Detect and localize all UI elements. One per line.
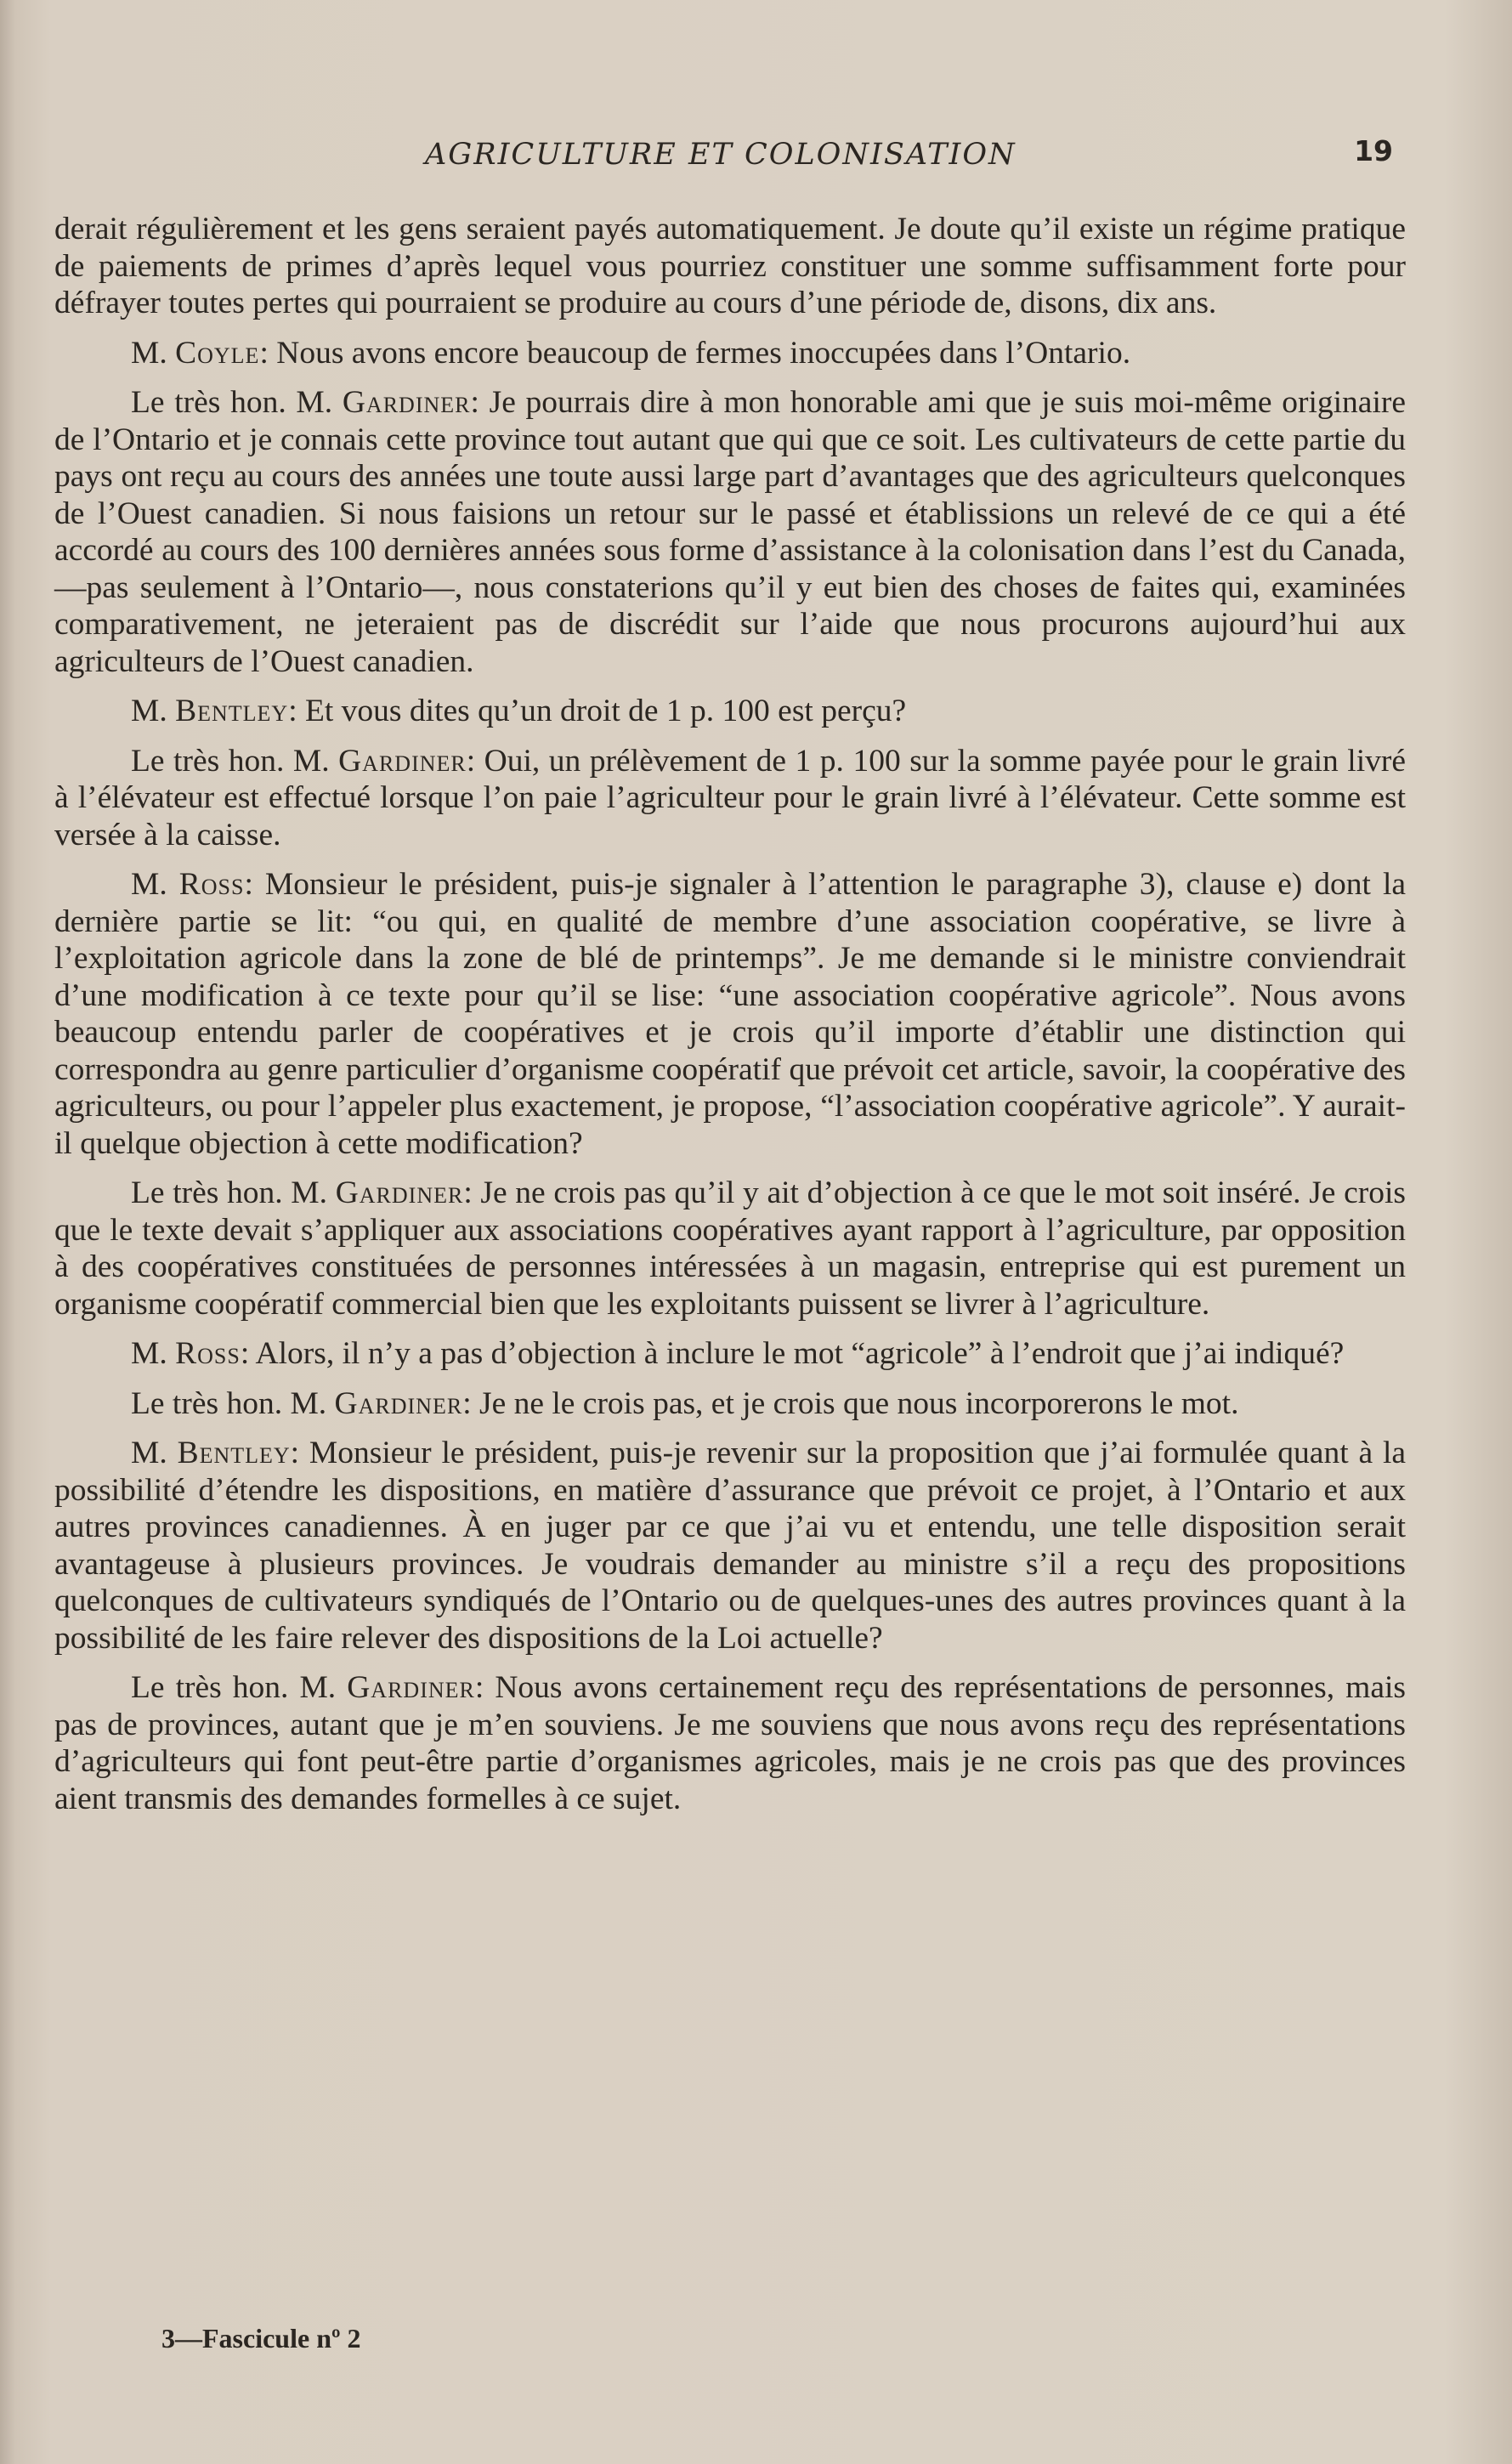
paragraph-text: : Je pourrais dire à mon honorable ami que je suis moi-même originaire de l’Ontario et je connais cette province tout autant que qui que ce soit. Les cultivateurs de cette partie du pays ont reçu au cours des années une toute aussi large part d’avantages que des agriculteurs quelconques de l’Ouest canadien. Si nous faisions un retour sur le passé et établissions un relevé de ce qui a été accordé au cours des 100 dernières années sous forme d’assistance à la colonisation dans l’est du Canada,—pas seulement à l’Ontario—, nous constaterions qu’il y eut bien des choses de faites qui, examinées comparativement, ne jeteraient pas de discrédit sur l’aide que nous procurons aujourd’hui aux agriculteurs de l’Ouest canadien. (54, 385, 1406, 679)
speaker-name: Coyle (175, 335, 260, 371)
speaker-name: Bentley (175, 694, 289, 728)
paragraph (54, 335, 1406, 372)
page-header (59, 134, 1393, 177)
signature-mark: 3—Fascicule nº 2 (161, 2323, 361, 2354)
paragraph-text: derait régulièrement et les gens seraient payés automatiquement. Je doute qu’il existe un régime pratique de paiements de primes d’après lequel vous pourriez constituer une somme suffisamment forte pour défrayer toutes pertes qui pourraient se produire au cours d’une période de, disons, dix ans. (54, 212, 1406, 320)
speaker-prefix: Le très hon. M. (131, 1670, 337, 1705)
speaker-prefix: Le très hon. M. (131, 1385, 327, 1421)
page-number: 19 (1354, 134, 1393, 167)
speaker-name: Ross (178, 867, 245, 902)
paragraph (54, 211, 1406, 322)
paragraph (54, 1335, 1406, 1373)
paragraph-text: : Oui, un prélèvement de 1 p. 100 sur la somme payée pour le grain livré à l’élévateur est effectué lorsque l’on paie l’agriculteur pour le grain livré à l’élévateur. Cette somme est versée à la caisse. (54, 743, 1407, 852)
speaker-prefix: M. (131, 335, 167, 371)
paragraph (54, 866, 1406, 1162)
speaker-name: Ross (175, 1336, 241, 1371)
speaker-prefix: M. (131, 867, 167, 902)
speaker-prefix: Le très hon. M. (131, 1175, 328, 1210)
paragraph (54, 1435, 1406, 1657)
paragraph-text: : Et vous dites qu’un droit de 1 p. 100 est perçu? (288, 694, 907, 728)
speaker-prefix: Le très hon. M. (131, 743, 330, 779)
paragraph-text: : Nous avons encore beaucoup de fermes inoccupées dans l’Ontario. (259, 335, 1131, 371)
body-text (54, 211, 1406, 1830)
speaker-prefix: M. (131, 1436, 167, 1470)
paragraph-text: : Alors, il n’y a pas d’objection à inclure le mot “agricole” à l’endroit que j’ai indiqué? (240, 1336, 1345, 1371)
paragraph-text: : Je ne le crois pas, et je crois que nous incorporerons le mot. (462, 1385, 1239, 1421)
paragraph (54, 1175, 1406, 1323)
paragraph (54, 743, 1406, 854)
running-title: AGRICULTURE ET COLONISATION (425, 138, 1016, 172)
paragraph-text: : Je ne crois pas qu’il y ait d’objection à ce que le mot soit inséré. Je crois que le texte devait s’appliquer aux associations coopératives ayant rapport à l’agriculture, par opposition à des coopératives constituées de personnes intéressées à un magasin, entreprise qui est purement un organisme coopératif commercial bien que les exploitants puissent se livrer à l’agriculture. (54, 1175, 1406, 1322)
paragraph (54, 1385, 1406, 1423)
speaker-name: Gardiner (335, 1175, 464, 1210)
speaker-name: Gardiner (338, 743, 467, 779)
paragraph (54, 384, 1406, 680)
speaker-name: Gardiner (347, 1670, 475, 1705)
speaker-prefix: M. (131, 694, 167, 728)
speaker-prefix: Le très hon. M. (131, 385, 333, 420)
paragraph-text: : Monsieur le président, puis-je signaler à l’attention le paragraphe 3), clause e) dont la dernière partie se lit: “ou qui, en qualité de membre d’une association coopérative, se livre à l’exploitation agricole dans la zone de blé de printemps”. Je me demande si le ministre conviendrait d’une modification à ce texte pour qu’il se lise: “une association coopérative agricole”. Nous avons beaucoup entendu parler de coopératives et je crois qu’il importe d’établir une distinction qui correspondra au genre particulier d’organisme coopératif que prévoit cet article, savoir, la coopérative des agriculteurs, ou pour l’appeler plus exactement, je propose, “l’association coopérative agricole”. Y aurait-il quelque objection à cette modification? (54, 867, 1407, 1161)
speaker-name: Gardiner (334, 1385, 463, 1421)
speaker-prefix: M. (131, 1336, 167, 1371)
paragraph-text: : Nous avons certainement reçu des représentations de personnes, mais pas de provinces, autant que je m’en souviens. Je me souviens que nous avons reçu des représentations d’agriculteurs qui font peut-être partie d’organismes agricoles, mais je ne crois pas que des provinces aient transmis des demandes formelles à ce sujet. (54, 1670, 1406, 1816)
paragraph (54, 693, 1406, 730)
paragraph-text: : Monsieur le président, puis-je revenir sur la proposition que j’ai formulée quant à la possibilité d’étendre les dispositions, en matière d’assurance que prévoit ce projet, à l’Ontario et aux autres provinces canadiennes. À en juger par ce que j’ai vu et entendu, une telle disposition serait avantageuse à plusieurs provinces. Je voudrais demander au ministre s’il a reçu des propositions quelconques de cultivateurs syndiqués de l’Ontario ou de quelques-unes des autres provinces quant à la possibilité de les faire relever des dispositions de la Loi actuelle? (54, 1436, 1407, 1656)
speaker-name: Bentley (177, 1436, 291, 1470)
speaker-name: Gardiner (342, 385, 471, 420)
paragraph (54, 1669, 1406, 1817)
